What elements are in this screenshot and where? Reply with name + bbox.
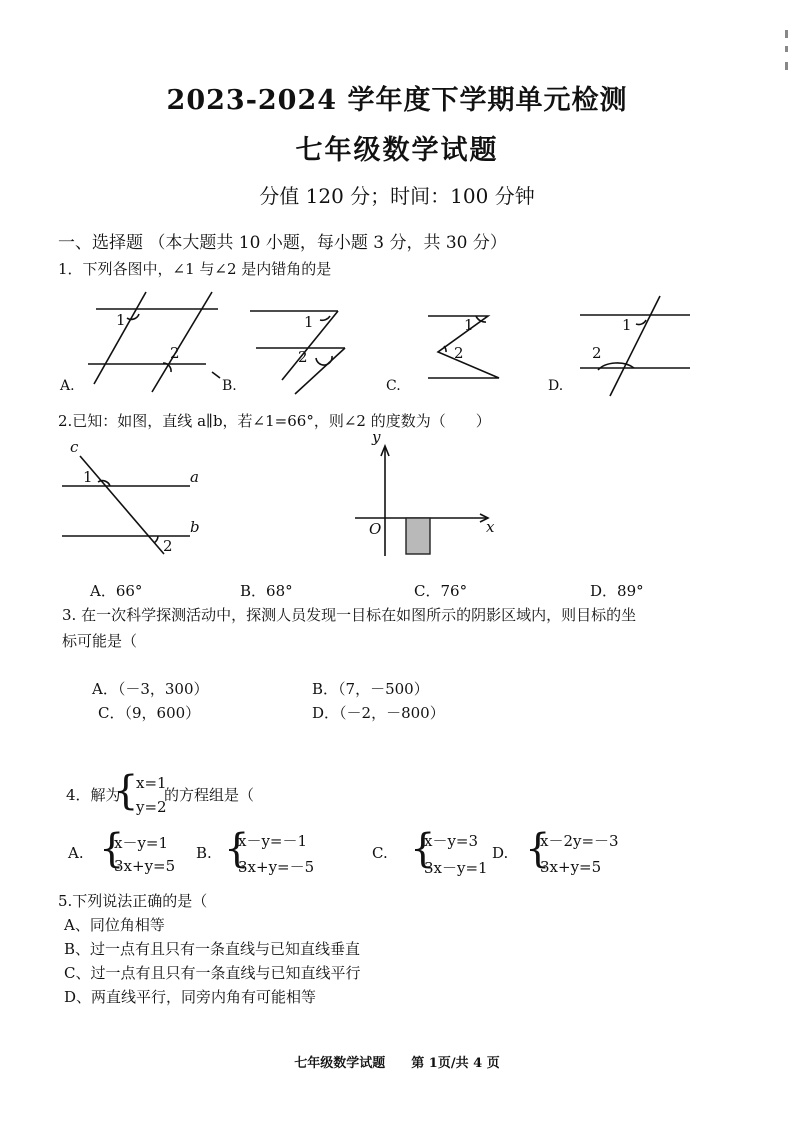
q2-angle-1: 1 <box>83 468 93 486</box>
q5-option-a: A、同位角相等 <box>64 916 165 934</box>
section-heading: 一、选择题 （本大题共 10 小题，每小题 3 分，共 30 分） <box>58 233 507 253</box>
q4-option-b-label: B. <box>196 844 212 862</box>
question-1-stem: 1．下列各图中，∠1 与∠2 是内错角的是 <box>58 260 332 278</box>
fig-c-angle-1: 1 <box>464 316 474 334</box>
q5-option-b: B、过一点有且只有一条直线与已知直线垂直 <box>64 940 361 958</box>
fig-b-label: B. <box>222 378 237 394</box>
fig-c-label: C. <box>386 378 401 394</box>
q2-line-c: c <box>70 438 79 456</box>
q4-option-d-label: D. <box>492 844 509 862</box>
q4-option-d-eq2: 3x+y=5 <box>540 858 602 876</box>
fig-a-angle-2: 2 <box>170 344 180 362</box>
exam-subject: 七年级数学试题 <box>295 135 499 166</box>
figure-a-lines <box>88 292 218 392</box>
q4-option-d-eq1: x－2y=－3 <box>540 832 619 850</box>
q4-option-c-brace: { <box>410 826 436 872</box>
fig-a-angle-1: 1 <box>116 311 126 329</box>
q2-line-b: b <box>190 518 200 536</box>
q4-option-b-eq2: 3x+y=－5 <box>238 858 315 876</box>
q4-option-c-eq1: x－y=3 <box>424 832 479 850</box>
q3-origin: O <box>369 520 382 538</box>
question-5-stem: 5.下列说法正确的是（ <box>58 892 208 910</box>
fig-b-angle-2: 2 <box>298 348 308 366</box>
question-4-prefix: 4．解为 <box>66 786 121 804</box>
q2-line-a: a <box>190 468 199 486</box>
q2-option-c: C．76° <box>414 582 468 600</box>
question-2-stem: 2.已知：如图，直线 a∥b，若∠1=66°，则∠2 的度数为（ ） <box>58 412 491 430</box>
q3-axis-x: x <box>486 518 495 536</box>
q3-option-b: B．（7，－500） <box>312 680 429 698</box>
q4-solution-x: x=1 <box>136 774 167 792</box>
shaded-region <box>406 518 430 554</box>
fig-a-label: A. <box>60 378 75 394</box>
page-footer: 七年级数学试题 第 1页/共 4 页 <box>294 1056 500 1071</box>
q3-option-a: A．（－3，300） <box>92 680 209 698</box>
exam-meta: 分值 120 分；时间：100 分钟 <box>259 184 535 208</box>
question-3-stem-line2: 标可能是（ <box>62 632 138 650</box>
q3-option-d: D．（－2，－800） <box>312 704 445 722</box>
question-4-suffix: 的方程组是（ <box>164 786 255 804</box>
q5-option-d: D、两直线平行，同旁内角有可能相等 <box>64 988 317 1006</box>
fig-d-angle-2: 2 <box>592 344 602 362</box>
q3-axis-y: y <box>372 428 381 446</box>
q2-option-b: B．68° <box>240 582 293 600</box>
q4-option-a-label: A. <box>68 844 84 862</box>
q4-option-c-label: C. <box>372 844 388 862</box>
q4-option-d-brace: { <box>525 826 551 872</box>
q4-solution-brace: { <box>113 768 139 814</box>
fig-b-angle-1: 1 <box>304 313 314 331</box>
q2-option-d: D．89° <box>590 582 644 600</box>
q4-option-a-brace: { <box>99 826 125 872</box>
q2-option-a: A．66° <box>90 582 143 600</box>
q4-option-b-brace: { <box>224 826 250 872</box>
question-3-stem-line1: 3. 在一次科学探测活动中，探测人员发现一目标在如图所示的阴影区域内，则目标的坐 <box>62 606 637 624</box>
fig-d-label: D. <box>548 378 564 394</box>
q4-option-a-eq1: x－y=1 <box>114 834 169 852</box>
q4-solution-y: y=2 <box>136 798 167 816</box>
q2-angle-2: 2 <box>163 537 173 555</box>
fig-c-angle-2: 2 <box>454 344 464 362</box>
q5-option-c: C、过一点有且只有一条直线与已知直线平行 <box>64 964 361 982</box>
exam-title: 2023-2024 学年度下学期单元检测 <box>166 85 628 116</box>
q3-option-c: C．（9，600） <box>98 704 201 722</box>
fig-d-angle-1: 1 <box>622 316 632 334</box>
q4-option-b-eq1: x－y=－1 <box>238 832 308 850</box>
q4-option-a-eq2: 3x+y=5 <box>114 857 176 875</box>
q4-option-c-eq2: 3x－y=1 <box>424 859 488 877</box>
